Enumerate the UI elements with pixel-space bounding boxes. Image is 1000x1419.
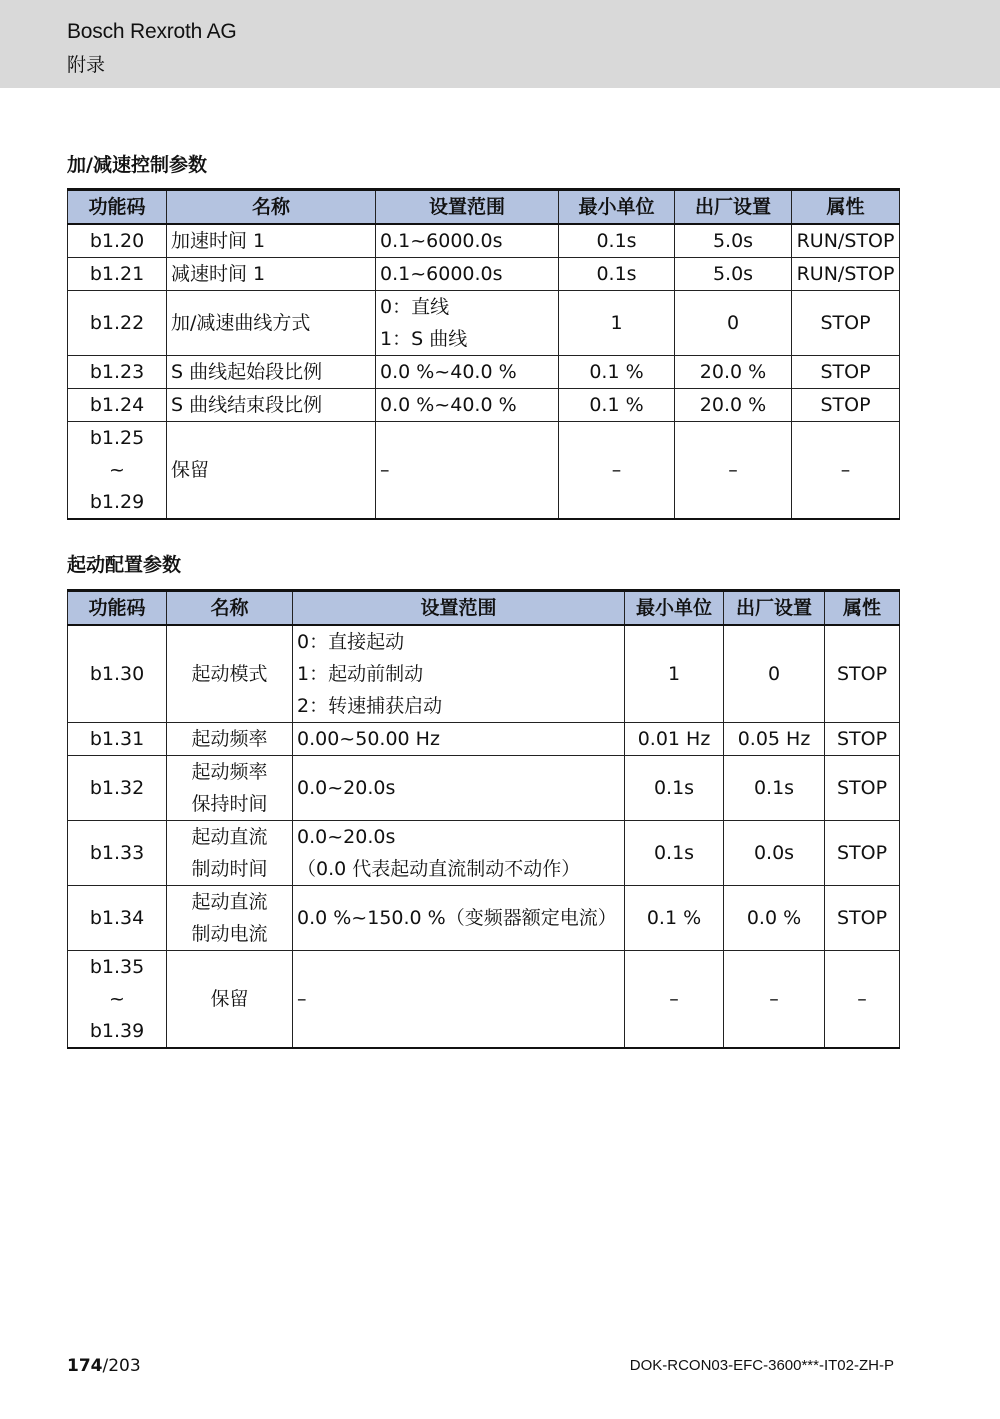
table-row — [68, 723, 900, 756]
cell-line: 0.1~6000.0s — [380, 230, 503, 252]
name-cell — [167, 356, 376, 389]
company-name: Bosch Rexroth AG — [67, 20, 237, 43]
function-code-cell — [68, 756, 167, 821]
attribute-cell: STOP — [792, 389, 900, 422]
min-unit-cell: 0.1 % — [559, 389, 675, 422]
setting-range-cell — [376, 356, 559, 389]
section-name: 附录 — [67, 54, 106, 76]
table2-title: 起动配置参数 — [67, 554, 182, 576]
cell-line: – — [297, 988, 307, 1010]
name-cell — [167, 756, 293, 821]
setting-range-cell — [376, 224, 559, 258]
factory-default-cell: 5.0s — [675, 224, 792, 258]
cell-line: 0.0 %~150.0 %（变频器额定电流） — [297, 907, 617, 929]
table-row — [68, 291, 900, 356]
attribute-cell: – — [792, 422, 900, 520]
attribute-cell: STOP — [792, 356, 900, 389]
cell-line: b1.25 — [89, 427, 145, 449]
cell-line: S 曲线起始段比例 — [171, 361, 323, 383]
setting-range-cell — [293, 951, 625, 1049]
setting-range-cell — [376, 422, 559, 520]
cell-line: b1.21 — [89, 263, 145, 285]
column-header: 出厂设置 — [675, 190, 792, 225]
attribute-cell: RUN/STOP — [792, 224, 900, 258]
column-header: 设置范围 — [293, 591, 625, 626]
cell-line: b1.31 — [89, 728, 145, 750]
setting-range-cell — [376, 258, 559, 291]
function-code-cell — [68, 356, 167, 389]
factory-default-cell: 5.0s — [675, 258, 792, 291]
cell-line: 0：直接起动 — [297, 631, 405, 653]
attribute-cell: STOP — [825, 821, 900, 886]
name-cell — [167, 258, 376, 291]
name-cell — [167, 625, 293, 723]
table-row — [68, 756, 900, 821]
cell-line: 加速时间 1 — [171, 230, 266, 252]
cell-line: 保留 — [210, 988, 249, 1010]
attribute-cell: STOP — [825, 756, 900, 821]
factory-default-cell: 0.0s — [724, 821, 825, 886]
cell-line: b1.33 — [89, 842, 145, 864]
column-header: 名称 — [167, 591, 293, 626]
attribute-cell: – — [825, 951, 900, 1049]
cell-line: – — [380, 459, 390, 481]
min-unit-cell: 0.01 Hz — [625, 723, 724, 756]
table-row — [68, 821, 900, 886]
cell-line: b1.22 — [89, 312, 145, 334]
cell-line: 起动频率 — [191, 761, 268, 783]
min-unit-cell: – — [559, 422, 675, 520]
page-total: /203 — [102, 1356, 141, 1376]
factory-default-cell: 20.0 % — [675, 356, 792, 389]
column-header: 名称 — [167, 190, 376, 225]
cell-line: 保留 — [171, 459, 210, 481]
setting-range-cell — [293, 756, 625, 821]
setting-range-cell — [293, 821, 625, 886]
cell-line: 0.0 %~40.0 % — [380, 361, 517, 383]
table-row — [68, 224, 900, 258]
cell-line: 0.0 %~40.0 % — [380, 394, 517, 416]
function-code-cell — [68, 291, 167, 356]
setting-range-cell — [293, 625, 625, 723]
min-unit-cell: 0.1s — [625, 821, 724, 886]
setting-range-cell — [376, 389, 559, 422]
min-unit-cell: 1 — [625, 625, 724, 723]
function-code-cell — [68, 723, 167, 756]
min-unit-cell: 0.1 % — [559, 356, 675, 389]
table-row — [68, 356, 900, 389]
cell-line: 加/减速曲线方式 — [171, 312, 311, 334]
function-code-cell — [68, 886, 167, 951]
table-row — [68, 389, 900, 422]
name-cell — [167, 723, 293, 756]
factory-default-cell: – — [724, 951, 825, 1049]
column-header: 出厂设置 — [724, 591, 825, 626]
cell-line: ~ — [109, 459, 125, 481]
min-unit-cell: 1 — [559, 291, 675, 356]
min-unit-cell: 0.1s — [625, 756, 724, 821]
column-header: 功能码 — [68, 190, 167, 225]
cell-line: 0.0~20.0s — [297, 777, 396, 799]
column-header: 属性 — [792, 190, 900, 225]
name-cell — [167, 821, 293, 886]
name-cell — [167, 389, 376, 422]
column-header: 属性 — [825, 591, 900, 626]
function-code-cell — [68, 389, 167, 422]
function-code-cell — [68, 625, 167, 723]
min-unit-cell: 0.1s — [559, 258, 675, 291]
page-current: 174 — [67, 1356, 103, 1376]
function-code-cell — [68, 951, 167, 1049]
cell-line: b1.32 — [89, 777, 145, 799]
cell-line: 起动模式 — [191, 663, 268, 685]
column-header: 最小单位 — [625, 591, 724, 626]
setting-range-cell — [376, 291, 559, 356]
name-cell — [167, 951, 293, 1049]
name-cell — [167, 422, 376, 520]
table1-title: 加/减速控制参数 — [67, 154, 207, 176]
cell-line: 2：转速捕获启动 — [297, 695, 443, 717]
factory-default-cell: 0 — [724, 625, 825, 723]
factory-default-cell: – — [675, 422, 792, 520]
cell-line: b1.29 — [89, 491, 145, 513]
cell-line: 起动直流 — [191, 826, 268, 848]
table-row — [68, 886, 900, 951]
page-header — [0, 0, 1000, 88]
name-cell — [167, 886, 293, 951]
min-unit-cell: 0.1 % — [625, 886, 724, 951]
name-cell — [167, 224, 376, 258]
cell-line: b1.34 — [89, 907, 145, 929]
factory-default-cell: 20.0 % — [675, 389, 792, 422]
name-cell — [167, 291, 376, 356]
cell-line: 制动时间 — [191, 858, 268, 880]
min-unit-cell: 0.1s — [559, 224, 675, 258]
table-row — [68, 625, 900, 723]
cell-line: 1：S 曲线 — [380, 328, 468, 350]
cell-line: 0.00~50.00 Hz — [297, 728, 440, 750]
function-code-cell — [68, 224, 167, 258]
cell-line: b1.39 — [89, 1020, 145, 1042]
cell-line: b1.35 — [89, 956, 145, 978]
cell-line: S 曲线结束段比例 — [171, 394, 323, 416]
cell-line: b1.20 — [89, 230, 145, 252]
column-header: 设置范围 — [376, 190, 559, 225]
factory-default-cell: 0 — [675, 291, 792, 356]
column-header: 功能码 — [68, 591, 167, 626]
column-header: 最小单位 — [559, 190, 675, 225]
page-number — [67, 1356, 141, 1376]
cell-line: 1：起动前制动 — [297, 663, 424, 685]
cell-line: （0.0 代表起动直流制动不动作） — [297, 858, 581, 880]
cell-line: 保持时间 — [191, 793, 268, 815]
attribute-cell: STOP — [825, 723, 900, 756]
document-id: DOK-RCON03-EFC-3600***-IT02-ZH-P — [629, 1357, 894, 1374]
cell-line: 0.0~20.0s — [297, 826, 396, 848]
cell-line: 减速时间 1 — [171, 263, 266, 285]
cell-line: 0.1~6000.0s — [380, 263, 503, 285]
setting-range-cell — [293, 723, 625, 756]
attribute-cell: RUN/STOP — [792, 258, 900, 291]
attribute-cell: STOP — [825, 886, 900, 951]
cell-line: b1.24 — [89, 394, 145, 416]
cell-line: 制动电流 — [191, 923, 268, 945]
factory-default-cell: 0.05 Hz — [724, 723, 825, 756]
function-code-cell — [68, 821, 167, 886]
startup-param-table — [67, 589, 900, 1049]
attribute-cell: STOP — [825, 625, 900, 723]
cell-line: ~ — [109, 988, 125, 1010]
setting-range-cell — [293, 886, 625, 951]
cell-line: 起动直流 — [191, 891, 268, 913]
cell-line: 起动频率 — [191, 728, 268, 750]
attribute-cell: STOP — [792, 291, 900, 356]
min-unit-cell: – — [625, 951, 724, 1049]
table-row — [68, 951, 900, 1049]
cell-line: 0：直线 — [380, 296, 450, 318]
cell-line: b1.30 — [89, 663, 145, 685]
factory-default-cell: 0.0 % — [724, 886, 825, 951]
accel-decel-param-table — [67, 188, 900, 520]
function-code-cell — [68, 422, 167, 520]
function-code-cell — [68, 258, 167, 291]
cell-line: b1.23 — [89, 361, 145, 383]
table-row — [68, 422, 900, 520]
factory-default-cell: 0.1s — [724, 756, 825, 821]
table-row — [68, 258, 900, 291]
